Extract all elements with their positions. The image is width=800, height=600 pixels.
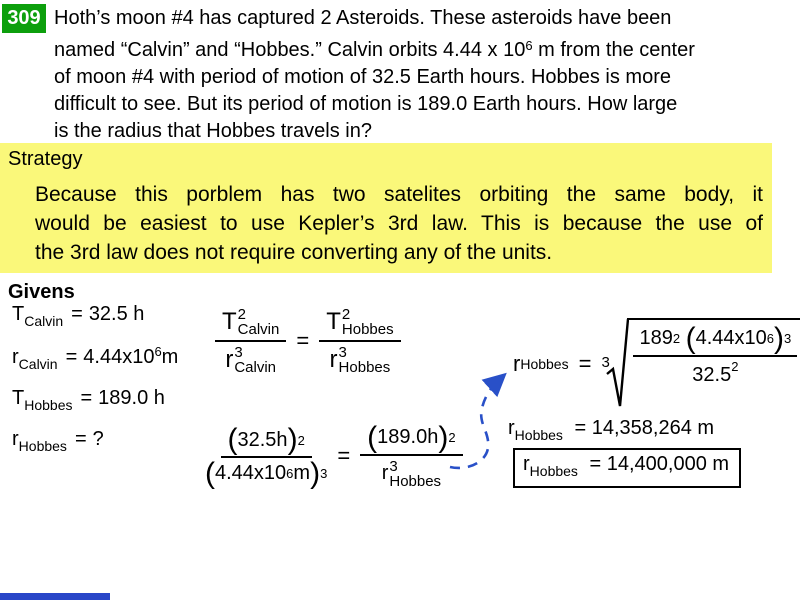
given-value: 32.5 h	[88, 303, 145, 325]
strategy-line: would be easiest to use Kepler’s 3rd law. This is because the use of	[35, 212, 763, 235]
value-text: m	[293, 462, 311, 484]
problem-number-badge: 309	[2, 4, 46, 33]
fraction	[633, 321, 797, 388]
variable-subscript: Hobbes	[338, 359, 391, 376]
variable-subscript: Hobbes	[18, 438, 67, 454]
variable-subscript: Hobbes	[24, 397, 73, 413]
result-final-box	[513, 448, 741, 488]
exponent-text: 2	[341, 306, 351, 323]
equals-sign: =	[337, 443, 351, 469]
value-text: 32.5h	[237, 428, 288, 451]
variable-symbol: r	[513, 351, 521, 376]
variable-symbol: r	[523, 453, 530, 475]
problem-statement	[2, 4, 695, 145]
problem-text	[54, 4, 695, 145]
result-value: 14,400,000 m	[606, 453, 730, 475]
radical	[601, 318, 800, 410]
problem-line-text: Hoth’s moon #4 has captured 2 Asteroids. These asteroids have been	[54, 7, 672, 29]
exponent-text: 6	[525, 38, 533, 53]
given-value: ?	[92, 428, 104, 450]
equals-sign: =	[578, 351, 592, 376]
equals-sign: =	[574, 417, 587, 439]
exponent-text: 2	[237, 306, 247, 323]
equals-sign: =	[71, 303, 83, 325]
problem-line-text: m from the center	[532, 39, 695, 61]
strategy-line: Because this porblem has two satelites orbiting the same body, it	[35, 183, 763, 206]
open-paren: (	[685, 321, 696, 355]
exponent-text: 3	[320, 466, 328, 481]
problem-line	[54, 91, 695, 118]
variable-symbol: r	[12, 346, 19, 368]
exponent-text: 2	[297, 432, 305, 448]
given-value: 189.0 h	[98, 387, 165, 409]
problem-line	[54, 32, 695, 64]
strategy-body	[35, 180, 763, 267]
variable-subscript: Hobbes	[514, 427, 563, 443]
value-text: 4.44x10	[215, 462, 287, 484]
value-text: 32.5	[692, 364, 732, 387]
variable-symbol: T	[12, 387, 25, 409]
variable-symbol: r	[508, 417, 515, 439]
root-equation	[513, 318, 800, 410]
radical-content	[627, 318, 800, 387]
equals-sign: =	[65, 346, 78, 368]
given-value: 4.44x10	[83, 346, 155, 368]
problem-line-text: named “Calvin” and “Hobbes.” Calvin orbits 4.44 x 10	[54, 39, 526, 61]
close-paren: )	[438, 421, 449, 454]
given-item	[12, 303, 178, 329]
fraction-rhs	[319, 306, 400, 375]
fraction-lhs	[215, 306, 286, 375]
open-paren: (	[205, 456, 215, 490]
substitution-equation	[205, 421, 463, 490]
problem-line	[54, 118, 695, 145]
dashed-arrow-icon	[435, 360, 525, 480]
given-item	[12, 387, 178, 413]
variable-subscript: Calvin	[18, 356, 58, 372]
value-text: 189	[639, 327, 673, 349]
result-intermediate	[508, 417, 714, 443]
fraction-lhs	[205, 423, 328, 490]
problem-line-text: is the radius that Hobbes travels in?	[54, 120, 372, 142]
variable-symbol: r	[381, 462, 389, 484]
exponent-text: 2	[448, 430, 456, 446]
equals-sign: =	[589, 453, 602, 475]
exponent-text: 3	[389, 457, 398, 475]
exponent-text: 6	[286, 466, 294, 481]
exponent-text: 3	[338, 344, 347, 361]
exponent-text: 6	[766, 331, 775, 346]
problem-line	[54, 64, 695, 91]
equals-sign: =	[80, 387, 93, 409]
givens-title: Givens	[8, 281, 75, 303]
strategy-title: Strategy	[8, 148, 83, 170]
strategy-box	[0, 143, 772, 273]
variable-subscript: Calvin	[234, 359, 277, 376]
exponent-text: 3	[784, 331, 792, 346]
problem-line-text: difficult to see. But its period of motion is 189.0 Earth hours. How large	[54, 93, 678, 115]
exponent-text: 3	[234, 344, 243, 361]
value-text: 189.0h	[377, 426, 439, 449]
variable-symbol: T	[326, 308, 341, 335]
variable-symbol: r	[225, 346, 234, 373]
variable-subscript: Hobbes	[341, 321, 394, 338]
cube-root-index: 3	[601, 354, 610, 371]
kepler-equation	[215, 306, 401, 375]
value-text: 4.44x10	[695, 327, 767, 349]
equals-sign: =	[74, 428, 87, 450]
exponent-text: 6	[154, 344, 162, 359]
variable-symbol: T	[12, 303, 25, 325]
equals-sign: =	[296, 327, 310, 353]
variable-subscript: Hobbes	[520, 356, 569, 372]
close-paren: )	[310, 456, 321, 490]
open-paren: (	[367, 421, 378, 454]
close-paren: )	[287, 423, 298, 457]
exponent-text: 2	[731, 359, 739, 375]
given-item	[12, 428, 178, 454]
variable-subscript: Hobbes	[529, 463, 578, 479]
close-paren: )	[774, 321, 785, 355]
strategy-line: the 3rd law does not require converting any of the units.	[35, 241, 553, 264]
given-unit: m	[161, 346, 179, 368]
variable-symbol: T	[222, 308, 237, 335]
variable-symbol: r	[12, 428, 19, 450]
footer-accent-bar	[0, 593, 110, 600]
result-value: 14,358,264 m	[591, 417, 715, 439]
variable-subscript: Calvin	[237, 321, 280, 338]
problem-line-text: of moon #4 with period of motion of 32.5 Earth hours. Hobbes is more	[54, 66, 672, 88]
givens-list	[12, 303, 178, 454]
given-item	[12, 344, 178, 372]
variable-symbol: r	[329, 346, 338, 373]
variable-subscript: Calvin	[24, 313, 64, 329]
variable-subscript: Hobbes	[389, 472, 442, 490]
open-paren: (	[227, 423, 238, 457]
problem-line	[54, 5, 695, 32]
exponent-text: 2	[672, 331, 681, 346]
